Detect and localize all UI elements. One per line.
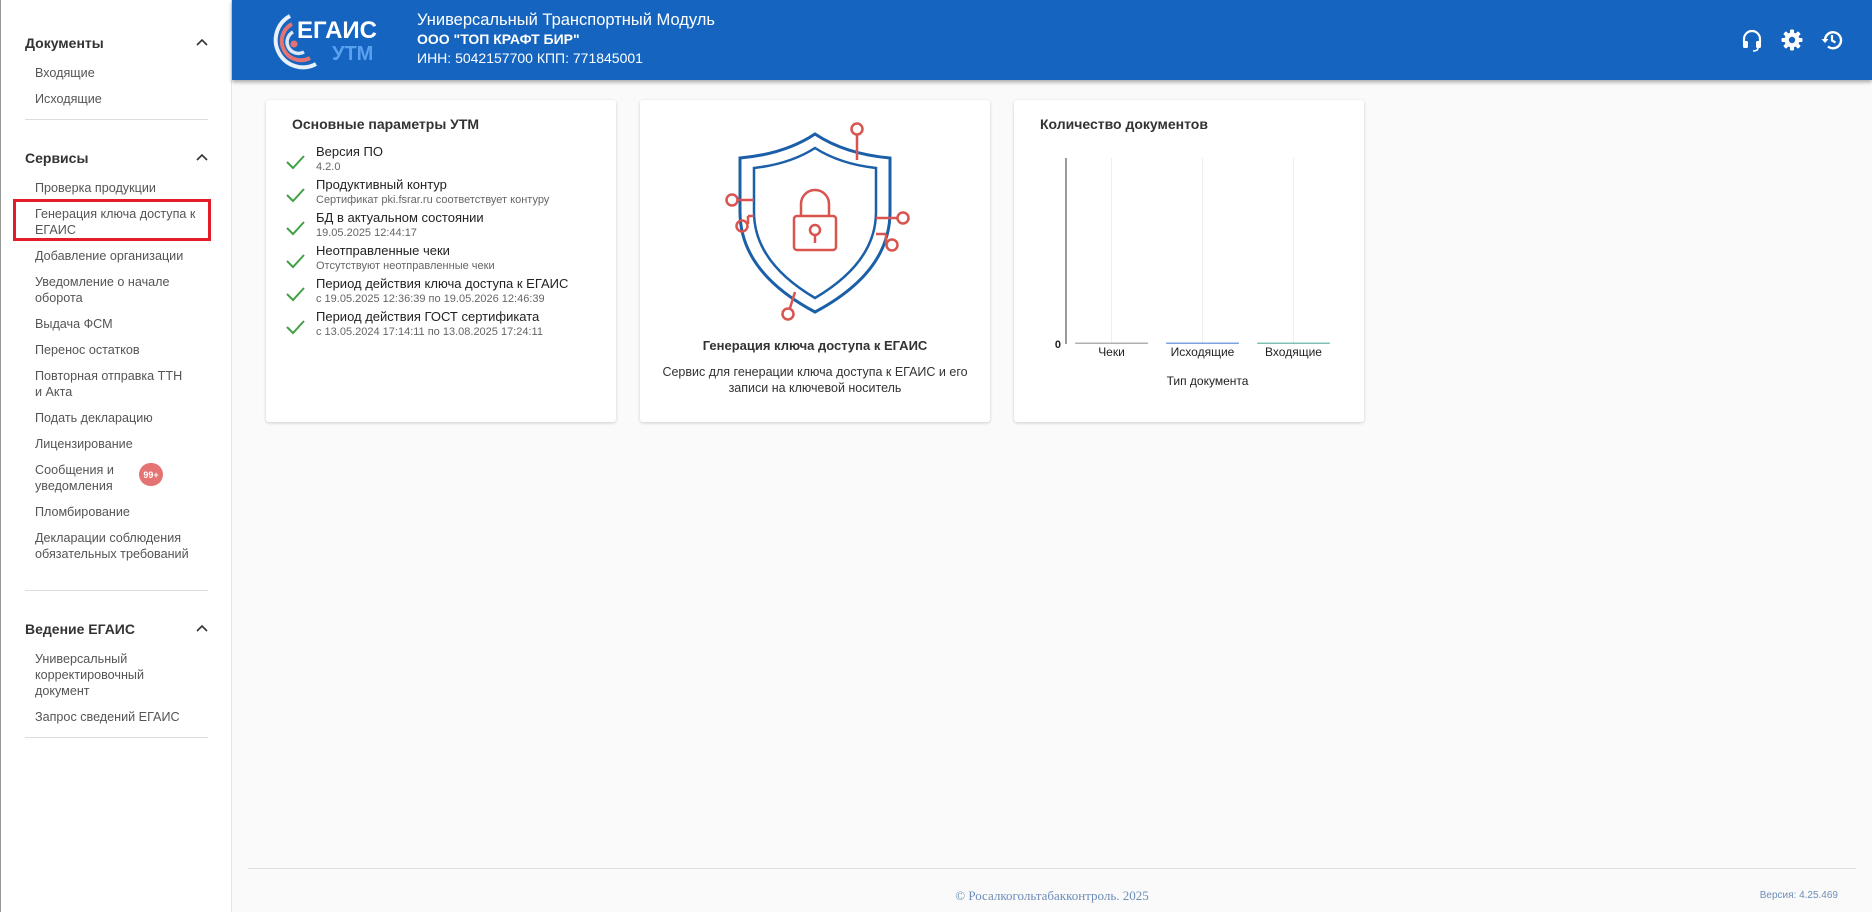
section-title: Ведение ЕГАИС <box>25 621 135 637</box>
sidebar-item-turnover-notice[interactable]: Уведомление о начале оборота <box>35 275 170 305</box>
chart-bar <box>1166 343 1239 345</box>
sidebar-item-sealing[interactable]: Пломбирование <box>35 505 130 519</box>
sidebar-item-outgoing[interactable]: Исходящие <box>35 92 102 106</box>
sidebar-item-stock-transfer[interactable]: Перенос остатков <box>35 343 140 357</box>
chevron-up-icon[interactable] <box>195 36 209 50</box>
divider <box>25 119 208 120</box>
section-services <box>1 147 233 169</box>
sidebar-item-egais-info-request[interactable]: Запрос сведений ЕГАИС <box>35 710 180 724</box>
section-title: Сервисы <box>25 150 89 166</box>
check-icon <box>284 151 306 173</box>
utm-parameters-card <box>266 100 616 422</box>
headset-icon[interactable] <box>1740 28 1764 52</box>
sidebar-item-messages[interactable]: Сообщения и уведомления <box>35 463 114 493</box>
sidebar-item-incoming[interactable]: Входящие <box>35 66 95 80</box>
footer-divider <box>248 868 1856 869</box>
chevron-up-icon[interactable] <box>195 622 209 636</box>
param-name: Неотправленные чеки <box>316 243 450 258</box>
param-value: Отсутствуют неотправленные чеки <box>316 260 495 272</box>
egais-utm-logo[interactable] <box>262 8 392 72</box>
param-value: с 19.05.2025 12:36:39 по 19.05.2026 12:46:39 <box>316 293 545 305</box>
param-value: с 13.05.2024 17:14:11 по 13.08.2025 17:24:11 <box>316 326 543 338</box>
sidebar-item-product-check[interactable]: Проверка продукции <box>35 181 156 195</box>
param-value: 4.2.0 <box>316 161 341 173</box>
section-header-services[interactable] <box>25 147 209 169</box>
sidebar <box>0 0 232 912</box>
card-title: Основные параметры УТМ <box>292 116 480 132</box>
document-count-chart <box>1014 100 1364 422</box>
sidebar-item-licensing[interactable]: Лицензирование <box>35 437 133 451</box>
section-title: Документы <box>25 35 104 51</box>
param-name: Период действия ГОСТ сертификата <box>316 309 540 324</box>
check-icon <box>284 316 306 338</box>
sidebar-item-key-generation[interactable]: Генерация ключа доступа к ЕГАИС <box>35 207 196 237</box>
param-name: БД в актуальном состоянии <box>316 210 484 225</box>
logo-text-bottom: УТМ <box>332 43 374 65</box>
check-icon <box>284 283 306 305</box>
history-icon[interactable] <box>1820 28 1844 52</box>
chart-x-tick-label: Входящие <box>1265 345 1322 359</box>
chart-x-axis-label: Тип документа <box>1166 374 1249 388</box>
param-row <box>284 210 568 243</box>
version-text: Версия: 4.25.469 <box>1759 890 1838 901</box>
sidebar-item-correction-document[interactable]: Универсальный корректировочный документ <box>35 652 145 698</box>
param-row <box>284 276 568 309</box>
service-title: Генерация ключа доступа к ЕГАИС <box>702 338 928 353</box>
messages-count-badge: 99+ <box>139 463 163 486</box>
copyright-text: © Росалкогольтабакконтроль. 2025 <box>955 888 1149 903</box>
header-actions <box>1740 28 1844 52</box>
sidebar-item-resend-ttn[interactable]: Повторная отправка ТТН и Акта <box>35 369 183 399</box>
section-documents <box>1 32 233 54</box>
document-count-card <box>1014 100 1364 422</box>
parameters-list <box>284 144 568 342</box>
section-header-egais-management[interactable] <box>25 618 209 640</box>
app-title: Универсальный Транспортный Модуль <box>417 11 716 29</box>
param-row <box>284 144 568 177</box>
param-name: Продуктивный контур <box>316 177 447 192</box>
check-icon <box>284 184 306 206</box>
app-header <box>232 0 1872 80</box>
key-generation-service-card[interactable] <box>640 100 990 422</box>
param-value: 19.05.2025 12:44:17 <box>316 227 417 239</box>
sidebar-item-declaration[interactable]: Подать декларацию <box>35 411 153 425</box>
shield-lock-icon <box>700 112 930 322</box>
service-description: Сервис для генерации ключа доступа к ЕГАИС и его записи на ключевой носитель <box>662 365 968 395</box>
check-icon <box>284 250 306 272</box>
check-icon <box>284 217 306 239</box>
chevron-up-icon[interactable] <box>195 151 209 165</box>
organization-name: ООО "ТОП КРАФТ БИР" <box>417 31 580 47</box>
param-row <box>284 243 568 276</box>
param-name: Версия ПО <box>316 144 383 159</box>
section-header-documents[interactable] <box>25 32 209 54</box>
chart-bar <box>1075 343 1148 345</box>
chart-x-tick-label: Исходящие <box>1170 345 1235 359</box>
sidebar-item-compliance-declarations[interactable]: Декларации соблюдения обязательных требований <box>35 531 189 561</box>
chart-x-tick-label: Чеки <box>1098 345 1125 359</box>
sidebar-item-add-organization[interactable]: Добавление организации <box>35 249 184 263</box>
param-row <box>284 309 568 342</box>
header-info <box>417 10 715 68</box>
divider <box>25 737 208 738</box>
chart-title: Количество документов <box>1040 116 1208 132</box>
sidebar-item-fsm-issue[interactable]: Выдача ФСМ <box>35 317 113 331</box>
section-egais-management <box>1 618 233 640</box>
chart-y-tick-label: 0 <box>1054 339 1061 351</box>
divider <box>25 590 208 591</box>
param-name: Период действия ключа доступа к ЕГАИС <box>316 276 569 291</box>
logo-text-top: ЕГАИС <box>297 17 378 44</box>
chart-bar <box>1257 343 1330 345</box>
param-row <box>284 177 568 210</box>
organization-inn-kpp: ИНН: 5042157700 КПП: 771845001 <box>417 50 643 66</box>
param-value: Сертификат pki.fsrar.ru соответствует контуру <box>316 194 550 206</box>
gear-icon[interactable] <box>1780 28 1804 52</box>
